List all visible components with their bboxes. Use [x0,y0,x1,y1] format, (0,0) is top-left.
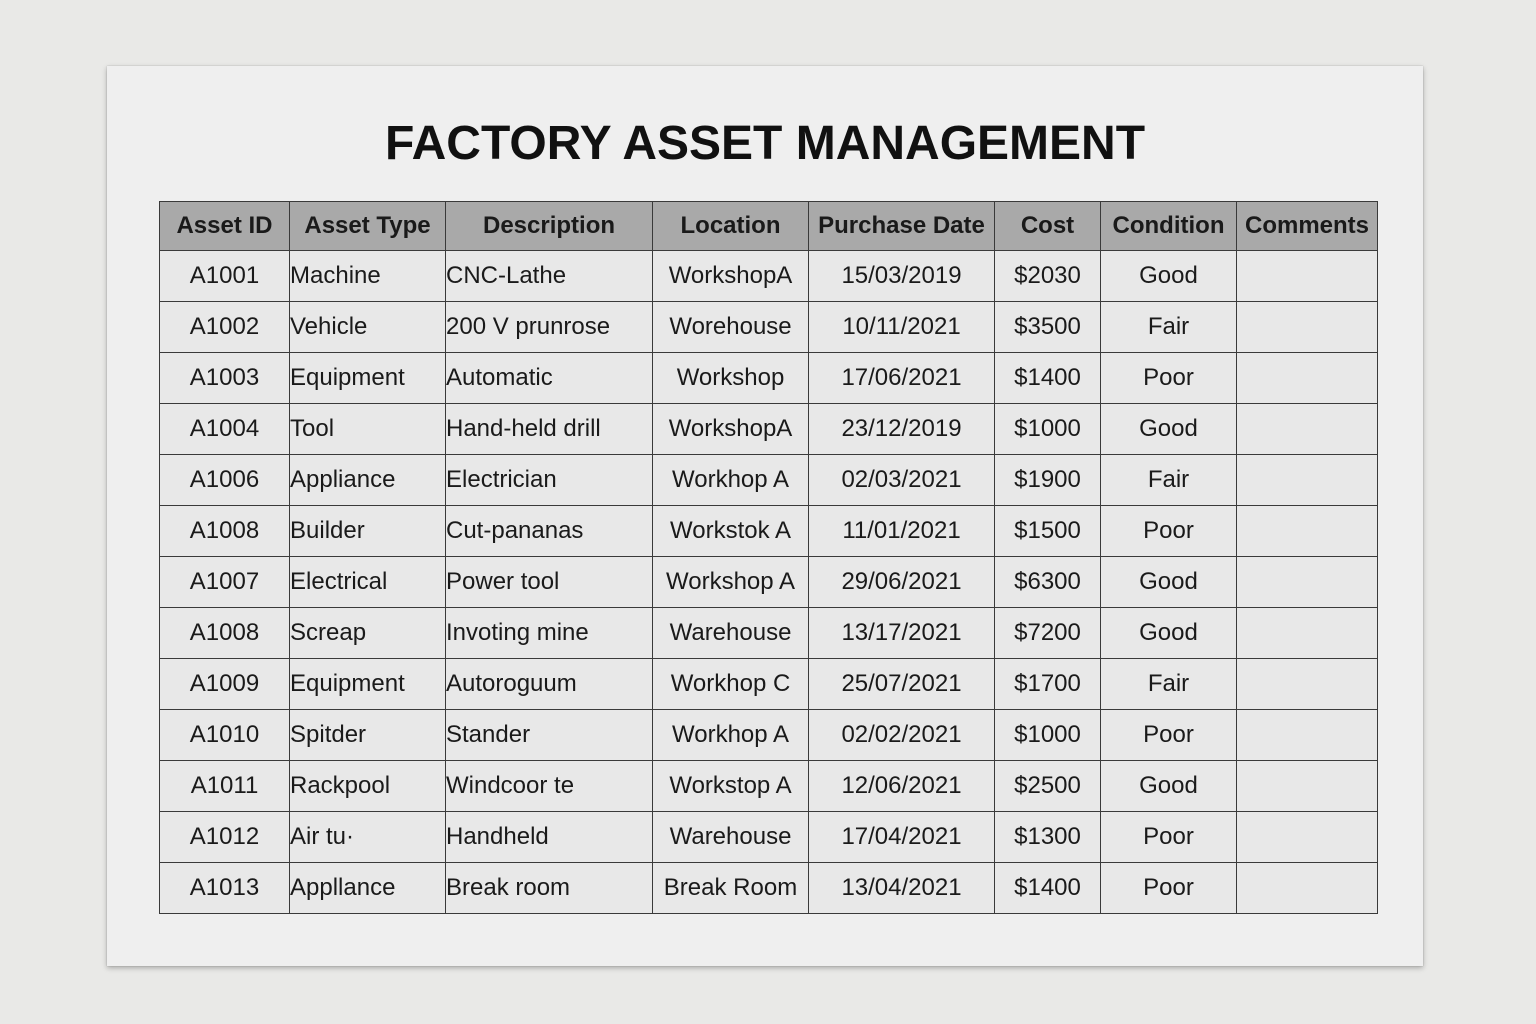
cell-comments [1237,455,1378,506]
cell-description: Electrician [446,455,653,506]
cell-description: Stander [446,710,653,761]
cell-comments [1237,710,1378,761]
cell-condition: Poor [1101,863,1237,914]
table-row [160,506,1378,557]
cell-comments [1237,659,1378,710]
asset-table [159,201,1378,914]
column-header-description: Description [446,202,653,251]
cell-description: Invoting mine [446,608,653,659]
column-header-location: Location [653,202,809,251]
cell-condition: Good [1101,557,1237,608]
cell-description: CNC-Lathe [446,251,653,302]
cell-asset-id: A1001 [160,251,290,302]
cell-asset-type: Appliance [290,455,446,506]
column-header-condition: Condition [1101,202,1237,251]
cell-cost: $3500 [995,302,1101,353]
cell-condition: Good [1101,404,1237,455]
cell-location: Workshop A [653,557,809,608]
cell-location: Break Room [653,863,809,914]
cell-asset-type: Machine [290,251,446,302]
cell-cost: $1000 [995,710,1101,761]
page-title: FACTORY ASSET MANAGEMENT [384,117,1146,170]
cell-condition: Fair [1101,455,1237,506]
cell-purchase-date: 17/04/2021 [809,812,995,863]
cell-location: Warehouse [653,812,809,863]
cell-description: Handheld [446,812,653,863]
cell-asset-type: Spitder [290,710,446,761]
cell-cost: $1400 [995,353,1101,404]
column-header-purchase-date: Purchase Date [809,202,995,251]
table-row [160,863,1378,914]
cell-asset-type: Air tu· [290,812,446,863]
cell-location: Workhop C [653,659,809,710]
table-row [160,404,1378,455]
cell-asset-id: A1003 [160,353,290,404]
cell-purchase-date: 11/01/2021 [809,506,995,557]
cell-comments [1237,557,1378,608]
cell-asset-type: Electrical [290,557,446,608]
cell-description: 200 V prunrose [446,302,653,353]
asset-sheet [107,66,1423,966]
cell-description: Power tool [446,557,653,608]
cell-condition: Good [1101,251,1237,302]
cell-condition: Fair [1101,302,1237,353]
cell-location: WorkshopA [653,251,809,302]
cell-cost: $1000 [995,404,1101,455]
cell-purchase-date: 02/03/2021 [809,455,995,506]
cell-cost: $6300 [995,557,1101,608]
cell-description: Break room [446,863,653,914]
cell-comments [1237,812,1378,863]
cell-location: WorkshopA [653,404,809,455]
cell-cost: $2030 [995,251,1101,302]
cell-cost: $1900 [995,455,1101,506]
cell-cost: $7200 [995,608,1101,659]
table-row [160,659,1378,710]
cell-description: Windcoor te [446,761,653,812]
cell-asset-id: A1011 [160,761,290,812]
cell-asset-id: A1007 [160,557,290,608]
cell-asset-type: Appllance [290,863,446,914]
cell-cost: $1300 [995,812,1101,863]
cell-purchase-date: 02/02/2021 [809,710,995,761]
cell-asset-type: Tool [290,404,446,455]
cell-comments [1237,302,1378,353]
cell-location: Warehouse [653,608,809,659]
cell-asset-type: Equipment [290,353,446,404]
table-row [160,557,1378,608]
cell-condition: Good [1101,608,1237,659]
table-header-row [160,202,1378,251]
cell-asset-id: A1010 [160,710,290,761]
cell-description: Autoroguum [446,659,653,710]
cell-location: Workhop A [653,710,809,761]
cell-cost: $2500 [995,761,1101,812]
cell-comments [1237,251,1378,302]
cell-description: Hand-held drill [446,404,653,455]
cell-asset-id: A1009 [160,659,290,710]
column-header-asset-id: Asset ID [160,202,290,251]
cell-comments [1237,863,1378,914]
table-body [160,251,1378,914]
cell-purchase-date: 25/07/2021 [809,659,995,710]
cell-condition: Poor [1101,353,1237,404]
cell-purchase-date: 23/12/2019 [809,404,995,455]
cell-asset-id: A1006 [160,455,290,506]
cell-purchase-date: 17/06/2021 [809,353,995,404]
cell-asset-id: A1004 [160,404,290,455]
cell-asset-id: A1002 [160,302,290,353]
table-row [160,251,1378,302]
cell-condition: Poor [1101,710,1237,761]
cell-condition: Good [1101,761,1237,812]
cell-asset-type: Rackpool [290,761,446,812]
cell-asset-id: A1008 [160,506,290,557]
cell-location: Workstop A [653,761,809,812]
table-row [160,608,1378,659]
table-row [160,353,1378,404]
cell-comments [1237,353,1378,404]
cell-location: Workhop A [653,455,809,506]
table-row [160,710,1378,761]
cell-comments [1237,761,1378,812]
cell-purchase-date: 13/04/2021 [809,863,995,914]
cell-asset-type: Vehicle [290,302,446,353]
cell-purchase-date: 10/11/2021 [809,302,995,353]
cell-asset-id: A1013 [160,863,290,914]
cell-asset-type: Screap [290,608,446,659]
cell-condition: Fair [1101,659,1237,710]
cell-asset-id: A1012 [160,812,290,863]
cell-purchase-date: 29/06/2021 [809,557,995,608]
cell-cost: $1700 [995,659,1101,710]
cell-asset-type: Equipment [290,659,446,710]
cell-purchase-date: 12/06/2021 [809,761,995,812]
cell-comments [1237,506,1378,557]
table-row [160,455,1378,506]
cell-location: Workstok A [653,506,809,557]
table-row [160,302,1378,353]
cell-asset-id: A1008 [160,608,290,659]
column-header-comments: Comments [1237,202,1378,251]
column-header-asset-type: Asset Type [290,202,446,251]
cell-asset-type: Builder [290,506,446,557]
cell-cost: $1500 [995,506,1101,557]
cell-condition: Poor [1101,506,1237,557]
cell-description: Automatic [446,353,653,404]
column-header-cost: Cost [995,202,1101,251]
cell-purchase-date: 13/17/2021 [809,608,995,659]
cell-condition: Poor [1101,812,1237,863]
table-row [160,761,1378,812]
cell-description: Cut-pananas [446,506,653,557]
cell-location: Worehouse [653,302,809,353]
cell-comments [1237,404,1378,455]
cell-location: Workshop [653,353,809,404]
cell-cost: $1400 [995,863,1101,914]
cell-comments [1237,608,1378,659]
table-row [160,812,1378,863]
cell-purchase-date: 15/03/2019 [809,251,995,302]
